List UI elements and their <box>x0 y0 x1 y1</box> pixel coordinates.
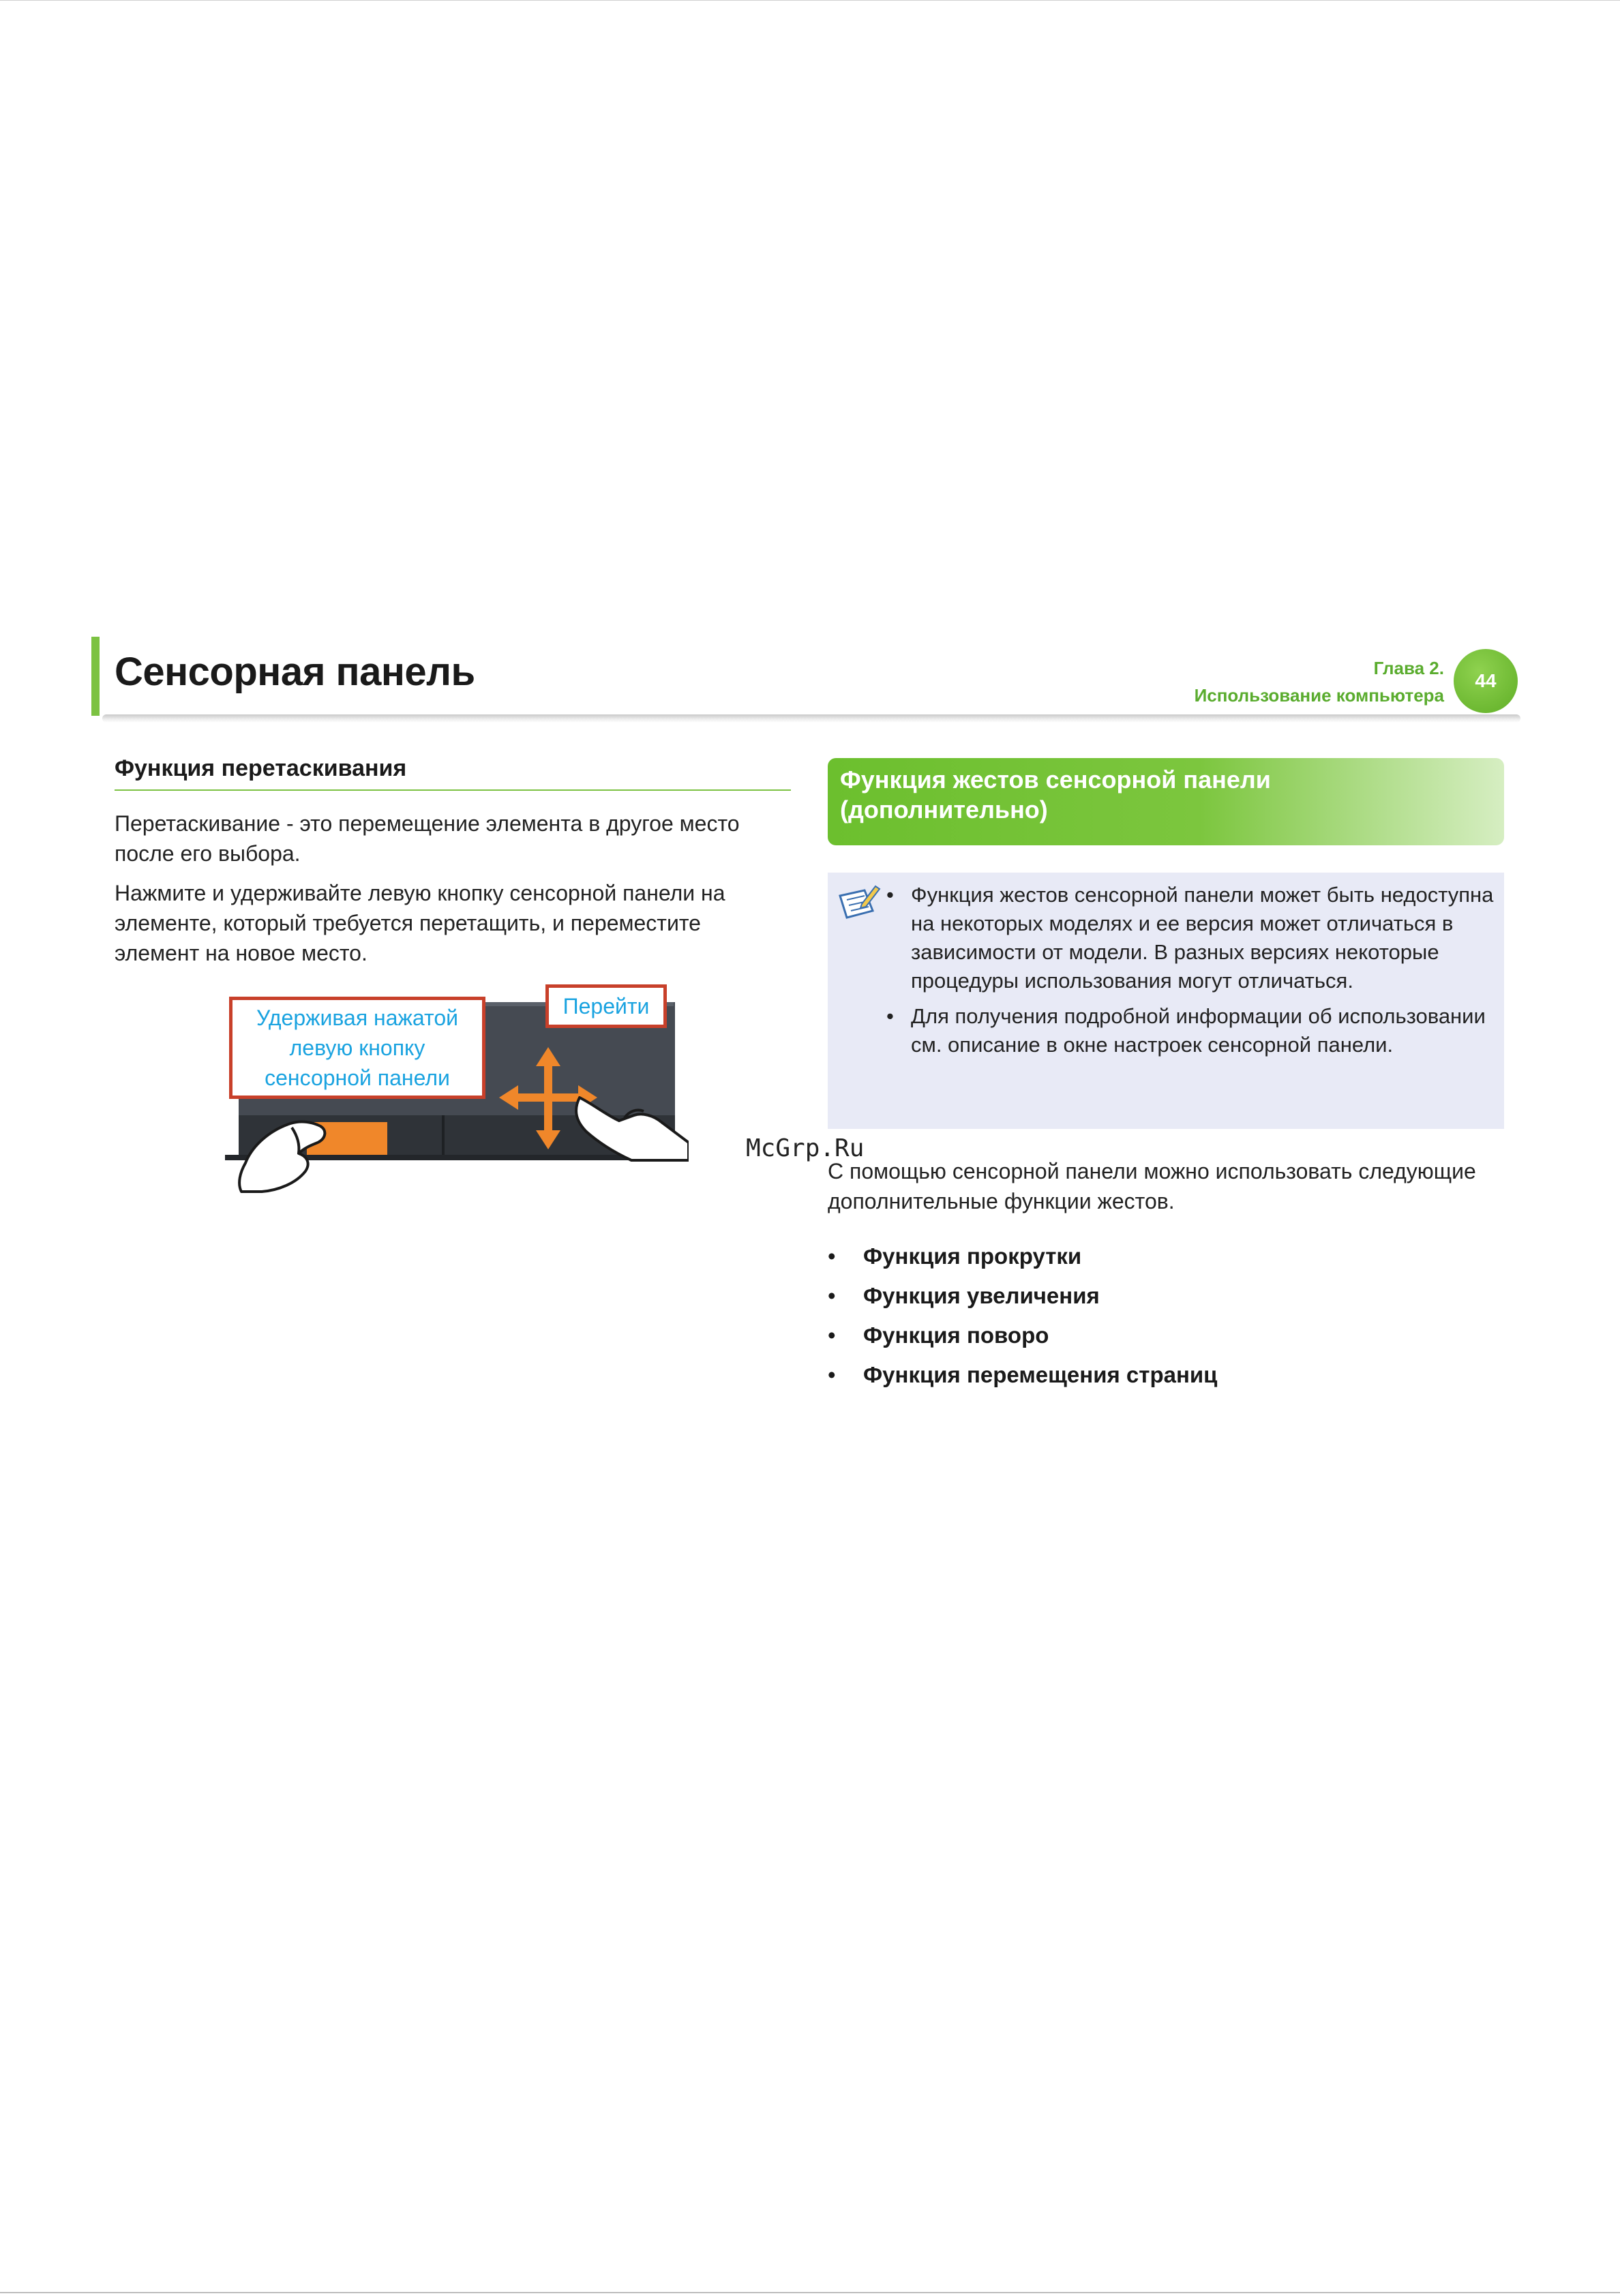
callout-hold-line1: Удерживая нажатой <box>256 1006 458 1030</box>
page-top-border <box>0 0 1620 1</box>
bullet: • <box>828 1362 836 1387</box>
bullet: • <box>828 1243 836 1269</box>
note-item <box>886 1002 1500 1059</box>
watermark: McGrp.Ru <box>746 1134 865 1162</box>
chapter-label <box>1195 654 1444 709</box>
bullet: • <box>886 1004 894 1028</box>
page-bottom-border <box>0 2292 1620 2293</box>
feature-label: Функция увеличения <box>863 1283 1100 1308</box>
banner-line2: (дополнительно) <box>840 796 1048 824</box>
note-text: Для получения подробной информации об использовании см. описание в окне настроек сенсорной панели. <box>911 1004 1486 1057</box>
page-title: Сенсорная панель <box>115 650 475 694</box>
feature-item-zoom <box>828 1276 1510 1316</box>
bullet: • <box>886 883 894 907</box>
section-heading-drag: Функция перетаскивания <box>115 755 407 781</box>
callout-hold-button <box>229 997 485 1099</box>
feature-label: Функция поворо <box>863 1323 1049 1348</box>
chapter-number: Глава 2. <box>1373 658 1444 678</box>
callout-hold-line3: сенсорной панели <box>265 1066 450 1090</box>
note-pencil-icon <box>837 883 881 922</box>
gestures-intro: С помощью сенсорной панели можно использовать следующие дополнительные функции жестов. <box>828 1159 1476 1213</box>
callout-hold-line2: левую кнопку <box>289 1036 425 1060</box>
chapter-title: Использование компьютера <box>1194 685 1444 706</box>
feature-label: Функция прокрутки <box>863 1243 1082 1269</box>
section-heading-gestures <box>840 765 1495 825</box>
section-heading-underline <box>115 789 791 791</box>
title-accent-bar <box>91 637 100 716</box>
feature-item-scroll <box>828 1237 1510 1276</box>
bullet: • <box>828 1283 836 1308</box>
gesture-feature-list <box>828 1237 1510 1395</box>
note-list <box>886 881 1500 1066</box>
header-divider <box>102 714 1520 723</box>
note-text: Функция жестов сенсорной панели может быть недоступна на некоторых моделях и ее версия может отличаться в зависимости от модели. В разных версиях некоторые процедуры использования могут отличаться. <box>911 883 1494 993</box>
feature-item-page-flip <box>828 1355 1510 1395</box>
callout-move: Перейти <box>545 984 667 1028</box>
drag-description: Перетаскивание - это перемещение элемента в другое место после его выбора. <box>115 811 740 866</box>
touchpad-button-divider <box>442 1115 445 1160</box>
note-item <box>886 881 1500 995</box>
drag-instructions: Нажмите и удерживайте левую кнопку сенсорной панели на элементе, который требуется перетащить, и переместите элемент на новое место. <box>115 881 725 965</box>
feature-label: Функция перемещения страниц <box>863 1362 1218 1387</box>
feature-item-rotate <box>828 1316 1510 1355</box>
banner-line1: Функция жестов сенсорной панели <box>840 766 1271 794</box>
bullet: • <box>828 1323 836 1348</box>
page-number-badge: 44 <box>1454 649 1518 713</box>
arrow-horizontal-shaft <box>514 1093 582 1102</box>
